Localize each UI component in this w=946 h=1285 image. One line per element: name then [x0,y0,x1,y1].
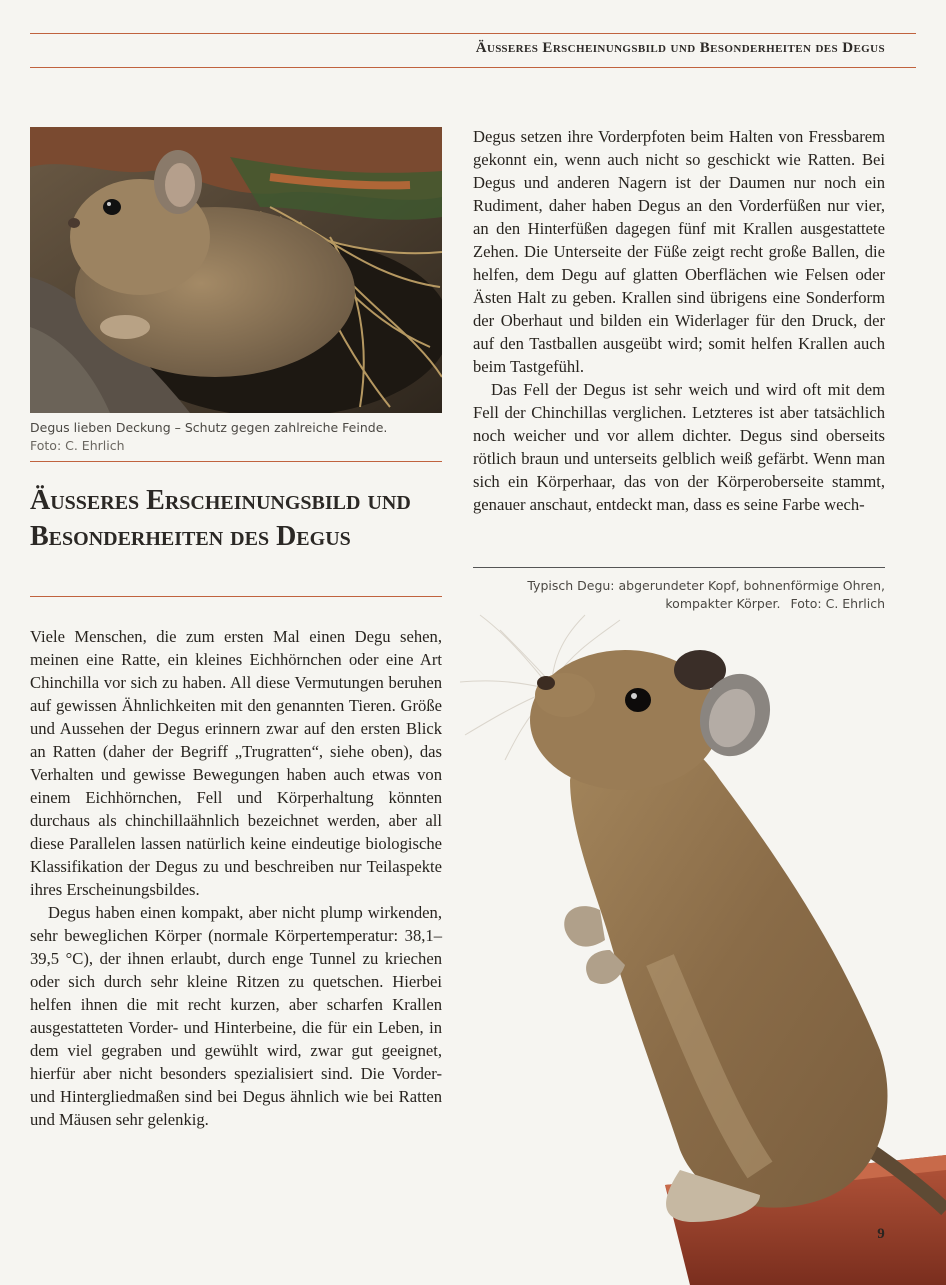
figure1-credit: Foto: C. Ehrlich [30,438,125,453]
figure2-credit: Foto: C. Ehrlich [790,596,885,611]
running-head: Äußeres Erscheinungsbild und Besonderheiten des Degus [475,40,885,56]
header-rule-top [30,33,916,34]
paragraph: Degus haben einen kompakt, aber nicht plump wirkenden, sehr beweglichen Körper (normale Körpertemperatur: 38,1–39,5 °C), der ihnen erlaubt, durch enge Tunnel zu kriechen oder sich durch sehr kleine Ritzen zu quetschen. Hierbei helfen ihnen die mit recht kurzen, aber scharfen Krallen ausgestatteten Vorder- und Hinterbeine, die für ein Leben, in dem viel gegraben und gewühlt wird, zwar gut geeignet, hierfür aber nicht besonders spezialisiert sind. Die Vorder- und Hintergliedmaßen sind bei Degus ähnlich wie bei Ratten und Mäusen sehr gelenkig. [30,903,442,1129]
right-column [473,125,885,516]
header-rule-bottom [30,67,916,68]
section-rule-bottom [30,596,442,597]
figure2-caption-text: kompakter Körper. [665,596,781,611]
standing-degu-photo [460,610,946,1285]
page-number: 9 [877,1226,885,1242]
paragraph: Degus setzen ihre Vorderpfoten beim Halten von Fressbarem gekonnt ein, wenn auch nicht so geschickt wie Ratten. Bei Degus und anderen Nagern ist der Daumen nur noch ein Rudiment, daher haben Degus an den Vorderfüßen nur vier, an den Hinterfüßen dagegen fünf mit Krallen ausgestattete Zehen. Die Unterseite der Füße zeigt recht große Ballen, die helfen, dem Degu auf glatten Oberflächen wie Felsen oder Ästen Halt zu geben. Krallen sind übrigens eine Sonderform der Oberhaut und bilden ein Widerlager für den Druck, der auf den Tastballen ausgeübt wird; somit helfen Krallen auch beim Tastgefühl. [473,127,885,376]
figure1-caption: Degus lieben Deckung – Schutz gegen zahlreiche Feinde. [30,420,388,435]
figure2-caption-rule [473,567,885,568]
degu-burrow-photo [30,127,442,413]
section-heading: Äußeres Erscheinungsbild und Besonderheiten des Degus [30,485,411,552]
paragraph: Viele Menschen, die zum ersten Mal einen Degu sehen, meinen eine Ratte, ein kleines Eichhörnchen oder eine Art Chinchilla vor sich zu haben. All diese Vermutungen beruhen auf gewissen Ähnlichkeiten mit den genannten Tieren. Größe und Aussehen der Degus erinnern zwar auf den ersten Blick an Ratten (daher der Begriff „Trugratten“, siehe oben), das Verhalten und gewisse Bewegungen haben auch etwas von einem Eichhörnchen, Fell und Körperhaltung könnten durchaus als chinchillaähnlich bezeichnet werden, aber all diese Parallelen lassen natürlich keine eindeutige biologische Klassifikation der Degus zu und beschreiben nur Teilaspekte ihres Erscheinungsbildes. [30,627,442,899]
figure2-caption-line1: Typisch Degu: abgerundeter Kopf, bohnenförmige Ohren, [527,578,885,593]
section-rule-top [30,461,442,462]
left-column [30,625,442,1131]
paragraph: Das Fell der Degus ist sehr weich und wird oft mit dem Fell der Chinchillas verglichen. Letzteres ist aber tatsächlich noch weicher und vor allem dichter. Degus sind oberseits rötlich braun und unterseits gelblich weiß gefärbt. Wenn man sich ein Körperhaar, das von der Körperoberseite stammt, genauer anschaut, entdeckt man, dass es seine Farbe wech- [473,380,885,514]
